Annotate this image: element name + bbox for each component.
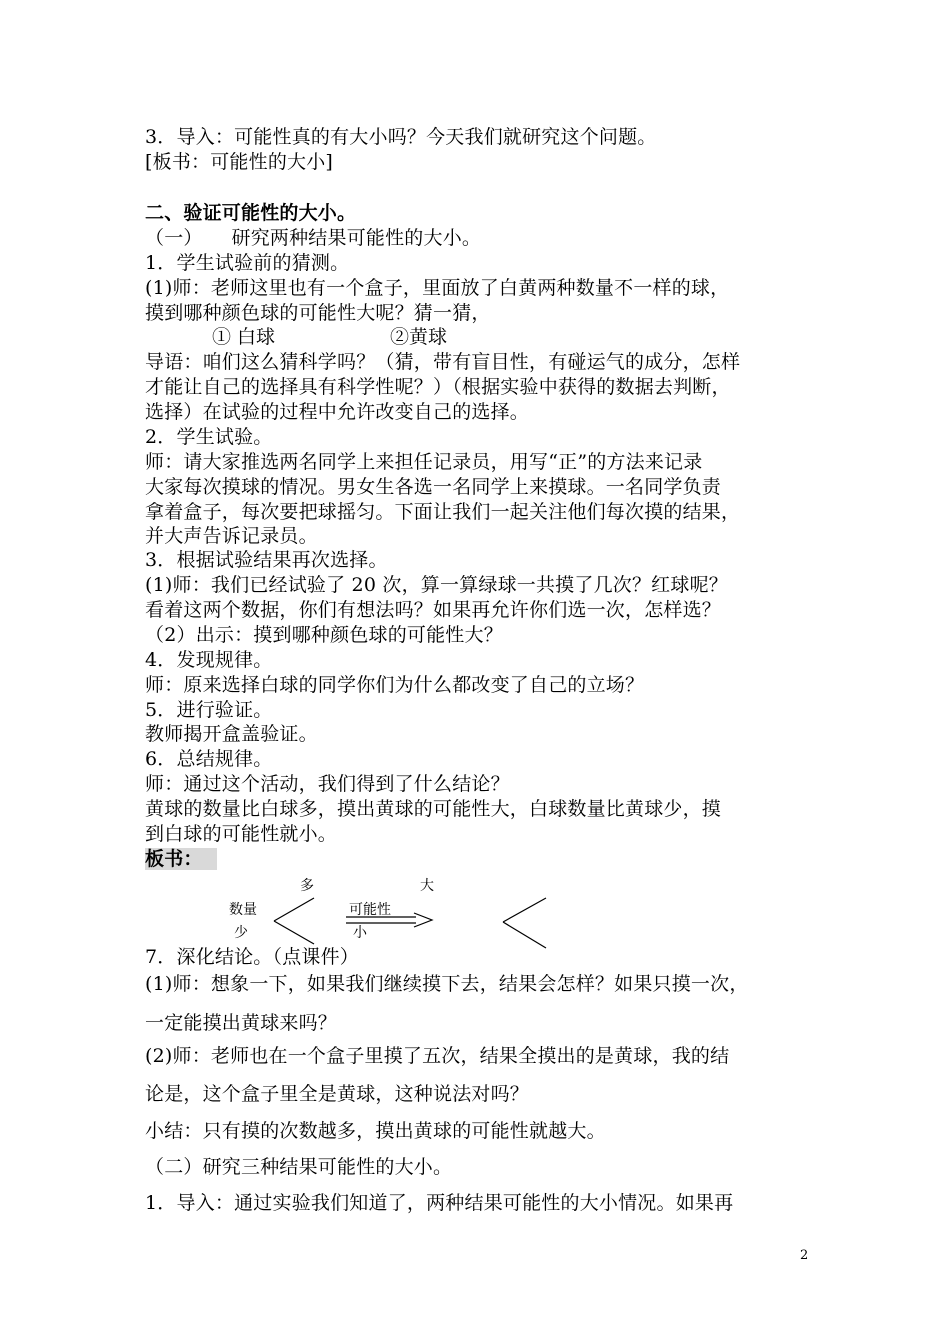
text-line: 选择）在试验的过程中允许改变自己的选择。 <box>145 401 530 423</box>
text-line: 摸到哪种颜色球的可能性大呢？猜一猜， <box>145 302 491 324</box>
diagram-label-more: 多 <box>300 878 314 894</box>
text-line: (1)师：老师这里也有一个盒子，里面放了白黄两种数量不一样的球， <box>145 277 730 299</box>
text-line: 到白球的可能性就小。 <box>145 823 338 845</box>
section-heading: 二、验证可能性的大小。 <box>145 202 357 224</box>
diagram-label-quantity: 数量 <box>229 902 257 918</box>
text-line: 1．学生试验前的猜测。 <box>145 252 350 274</box>
text-line: 看着这两个数据，你们有想法吗？如果再允许你们选一次，怎样选？ <box>145 599 722 621</box>
text-line: 2．学生试验。 <box>145 426 273 448</box>
diagram-label-small: 小 <box>353 925 367 941</box>
text-line: (2)师：老师也在一个盒子里摸了五次，结果全摸出的是黄球，我的结 <box>145 1045 730 1067</box>
text-line: 导语：咱们这么猜科学吗？（猜，带有盲目性，有碰运气的成分，怎样 <box>145 351 741 373</box>
option-yellow-ball: ②黄球 <box>390 326 448 348</box>
text-line: 并大声告诉记录员。 <box>145 525 318 547</box>
text-line: 一定能摸出黄球来吗？ <box>145 1012 338 1034</box>
diagram-label-big: 大 <box>420 878 434 894</box>
text-line: (1)师：想象一下，如果我们继续摸下去，结果会怎样？如果只摸一次， <box>145 973 749 995</box>
text-line: 4．发现规律。 <box>145 649 273 671</box>
diagram-label-possibility: 可能性 <box>349 902 391 918</box>
diagram-label-less: 少 <box>234 925 248 941</box>
board-label-text: 板书： <box>145 848 217 870</box>
text-line: 3．导入：可能性真的有大小吗？今天我们就研究这个问题。 <box>145 126 657 148</box>
subsection-heading: （二）研究三种结果可能性的大小。 <box>145 1156 453 1178</box>
text-line: 大家每次摸球的情况。男女生各选一名同学上来摸球。一名同学负责 <box>145 476 722 498</box>
diagram-line <box>274 898 314 921</box>
text-line: 论是，这个盒子里全是黄球，这种说法对吗？ <box>145 1083 530 1105</box>
text-line: 6．总结规律。 <box>145 748 273 770</box>
text-line: 教师揭开盒盖验证。 <box>145 723 318 745</box>
option-white-ball: ① 白球 <box>212 326 276 348</box>
diagram-line <box>274 921 314 944</box>
text-line: 师：原来选择白球的同学你们为什么都改变了自己的立场？ <box>145 674 645 696</box>
text-line: 师：请大家推选两名同学上来担任记录员，用写“正”的方法来记录 <box>145 451 703 473</box>
text-line: 才能让自己的选择具有科学性呢？）（根据实验中获得的数据去判断， <box>145 376 731 398</box>
text-line: 1．导入：通过实验我们知道了，两种结果可能性的大小情况。如果再 <box>145 1192 734 1214</box>
text-line: 5．进行验证。 <box>145 699 273 721</box>
diagram-line <box>503 898 546 922</box>
arrow-head <box>414 913 432 927</box>
page-number: 2 <box>800 1248 809 1263</box>
text-line: 师：通过这个活动，我们得到了什么结论？ <box>145 773 510 795</box>
text-line: [板书：可能性的大小] <box>145 151 334 173</box>
diagram-line <box>503 922 546 948</box>
text-line: （2）出示：摸到哪种颜色球的可能性大？ <box>145 624 503 646</box>
text-line: 黄球的数量比白球多，摸出黄球的可能性大，白球数量比黄球少，摸 <box>145 798 722 820</box>
text-line: 拿着盒子，每次要把球摇匀。下面让我们一起关注他们每次摸的结果， <box>145 501 741 523</box>
text-line: 3．根据试验结果再次选择。 <box>145 549 388 571</box>
text-line: 小结：只有摸的次数越多，摸出黄球的可能性就越大。 <box>145 1120 606 1142</box>
text-line: (1)师：我们已经试验了 20 次，算一算绿球一共摸了几次？红球呢？ <box>145 574 728 596</box>
subsection-heading: （一） 研究两种结果可能性的大小。 <box>145 227 482 249</box>
text-line: 7．深化结论。（点课件） <box>145 946 359 968</box>
